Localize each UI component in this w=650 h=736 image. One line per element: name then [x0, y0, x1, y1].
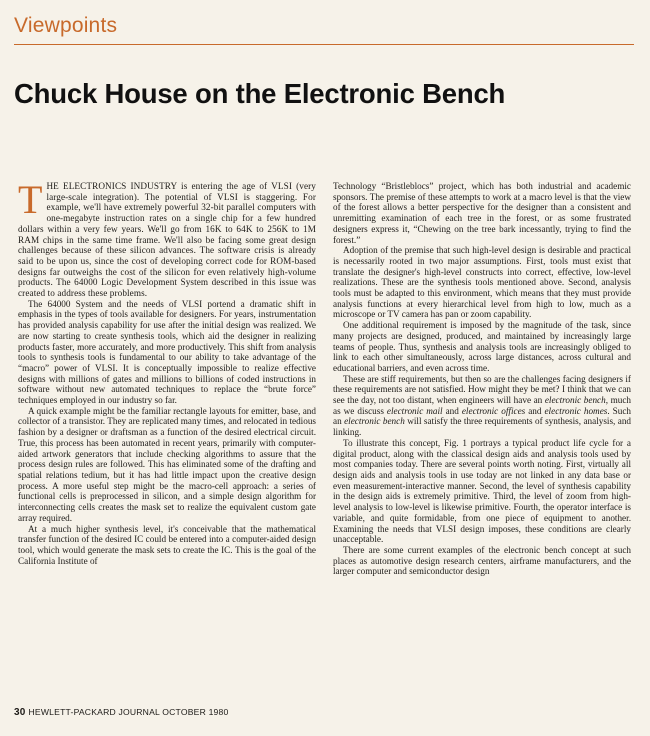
paragraph: Technology “Bristleblocs” project, which has both industrial and academic sponsors. The premise of these attempts to work at a macro level is that the view of the forest allows a better perspective for the designer than a consistent and unremitting examination of each tree in the forest, or as some frustrated designers express it, “Chewing on the tree bark incessantly, trying to find the forest.”	[333, 181, 631, 245]
left-column	[18, 177, 316, 566]
section-heading: Viewpoints	[14, 14, 118, 37]
paragraph	[333, 374, 631, 438]
paragraph: A quick example might be the familiar rectangle layouts for emitter, base, and collector of a transistor. They are replicated many times, and relocated in tedious fashion by a designer or draftsman as a function of the desired electrical circuit. True, this process has been automated in recent years, primarily with computer-aided artwork generators that include checking algorithms to assure that the process design rules are followed. This has eliminated some of the drafting and spatial relations tedium, but it has had little impact upon the creative design process. A more useful step might be the macro-cell approach: a series of functional cells is preprocessed in silicon, and a simple design algorithm for interconnecting cells creates the mask set to realize the equivalent custom gate array required.	[18, 405, 316, 523]
text-run: and	[525, 405, 545, 416]
paragraph: At a much higher synthesis level, it's conceivable that the mathematical transfer function of the desired IC could be entered into a computer-aided design tool, which would generate the mask sets to create the IC. This is the goal of the California Institute of	[18, 523, 316, 566]
emphasis: electronic bench	[544, 395, 606, 406]
emphasis: electronic bench	[344, 416, 405, 427]
text-run: , much as we discuss	[333, 395, 632, 416]
text-run: will satisfy the three requirements of synthesis, analysis, and linking.	[333, 416, 632, 438]
emphasis: electronic offices	[461, 405, 526, 416]
page-number: 30	[14, 707, 26, 718]
page-footer	[14, 707, 229, 718]
paragraph: To illustrate this concept, Fig. 1 portrays a typical product life cycle for a digital product, along with the classical design aids and analysis tools used by most companies today. There are several points worth noting. First, virtually all design aids and analysis tools in use today are not linked in any data base or even measurement-interactive manner. Second, the level of synthesis capability in the design aids is extremely primitive. Third, the level of zoom from high-level analysis to low-level is likewise primitive. Fourth, the operator interface is variable, and quite formidable, from one piece of equipment to another. Examining the needs that VLSI design imposes, these conditions are clearly unacceptable.	[333, 437, 631, 545]
drop-cap: T	[18, 177, 43, 222]
section-rule	[14, 44, 634, 45]
paragraph: Adoption of the premise that such high-level design is desirable and practical is necessarily rooted in two major assumptions. First, tools must exist that translate the designer's high-level constructs into correct, effective, low-level realizations. These are the synthesis tools mentioned above. Second, analysis tools must be adapted to this environment, which means that they must provide analysis functions at every hierarchical level from high to low, much as a microscope or TV camera has pan or zoom capability.	[333, 245, 631, 320]
paragraph: There are some current examples of the electronic bench concept at such places as automotive design research centers, airframe manufacturers, and the larger computer and semiconductor design	[333, 544, 631, 577]
right-column	[333, 181, 631, 577]
paragraph: One additional requirement is imposed by the magnitude of the task, since many projects are designed, produced, and maintained by increasingly large teams of people. Thus, synthesis and analysis tools are increasingly obliged to link to each other simultaneously, across large distances, across cultural and educational barriers, and even across time.	[333, 320, 631, 373]
paragraph-text: HE ELECTRONICS INDUSTRY is entering the age of VLSI (very large-scale integration). The potential of VLSI is staggering. For example, we'll have extremely powerful 32-bit parallel computers with one-megabyte instruction rates on a single chip for a few hundred dollars within a very few years. We'll go from 16K to 64K to 256K to 1M RAM chips in the same time frame. We'll also be facing some great design challenges because of these silicon advances. The software crisis is already said to be upon us, since the cost of developing correct code for ROM-based designs far outweighs the cost of the silicon for even relatively high-volume products. The 64000 Logic Development System described in this issue was created to address these problems.	[18, 181, 316, 299]
text-run: . Such an	[333, 405, 632, 427]
text-run: and	[442, 405, 462, 416]
paragraph	[18, 177, 316, 299]
article-title: Chuck House on the Electronic Bench	[14, 78, 506, 109]
journal-line: HEWLETT-PACKARD JOURNAL OCTOBER 1980	[28, 707, 229, 717]
paragraph: The 64000 System and the needs of VLSI portend a dramatic shift in emphasis in the types of tools available for designers. For years, instrumentation has provided analysis capability for use after the initial design was realized. We are now starting to create synthesis tools, which aid the designer in realizing products faster, more accurately, and more productively. This shift from analysis tools to synthesis tools is fundamental to our ability to take advantage of the “macro” power of VLSI. It is conceptually impossible to realize effective designs with millions of gates and millions to billions of coded instructions in software without new automated techniques to replace the “brute force” techniques employed in our industry so far.	[18, 298, 316, 406]
text-run: These are stiff requirements, but then so are the challenges facing designers if these requirements are not satisfied. How might they be met? I think that we can see the day, not too distant, when engineers will have an	[333, 373, 631, 406]
emphasis: electronic homes	[544, 405, 608, 416]
emphasis: electronic mail	[386, 405, 443, 416]
